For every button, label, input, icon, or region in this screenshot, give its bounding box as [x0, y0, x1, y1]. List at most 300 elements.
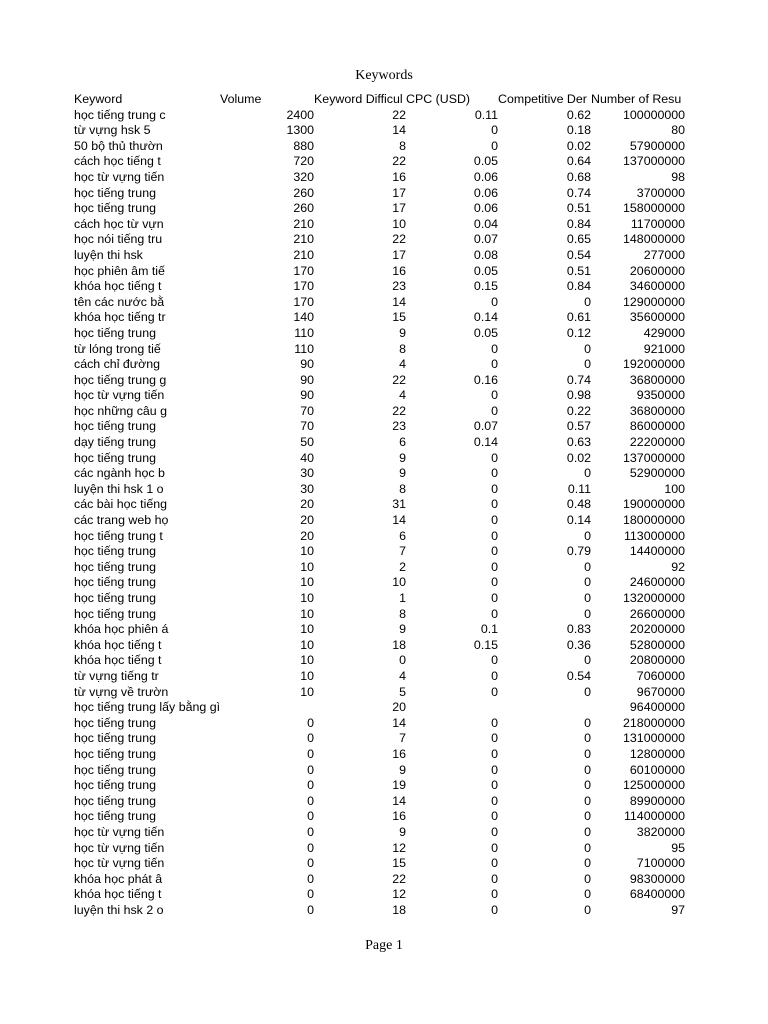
table-cell: 320: [293, 169, 315, 184]
table-row: [74, 419, 685, 435]
column-header: Keyword: [74, 92, 123, 106]
table-row: [74, 170, 685, 186]
table-cell: 0: [584, 466, 592, 481]
table-cell: 0: [584, 606, 592, 621]
table-cell: 3820000: [636, 824, 686, 839]
table-cell: từ vựng về trườn: [74, 684, 169, 699]
table-cell: 92: [671, 559, 686, 574]
table-cell: 0: [307, 840, 315, 855]
table-row: [74, 825, 685, 841]
table-cell: 96400000: [629, 700, 686, 715]
table-cell: 0.83: [566, 622, 592, 637]
table-cell: 16: [392, 809, 407, 824]
table-cell: 20: [300, 528, 315, 543]
table-cell: 0: [491, 731, 499, 746]
table-cell: 0: [307, 793, 315, 808]
table-cell: 0: [491, 591, 499, 605]
table-cell: học tiếng trung: [74, 809, 156, 824]
table-row: [74, 638, 685, 654]
table-cell: 20: [392, 700, 407, 715]
table-cell: 131000000: [623, 731, 686, 746]
table-cell: 137000000: [623, 154, 686, 169]
table-cell: 0: [491, 824, 499, 839]
table-cell: học tiếng trung: [74, 544, 156, 559]
table-row: [74, 248, 685, 264]
table-cell: 18: [392, 637, 407, 652]
table-row: [74, 123, 685, 139]
table-cell: 20800000: [629, 653, 686, 668]
table-cell: 70: [300, 419, 315, 434]
table-cell: 170: [293, 294, 315, 309]
table-cell: 86000000: [629, 419, 686, 434]
table-cell: 16: [392, 263, 407, 278]
table-cell: 0.07: [473, 419, 499, 434]
table-row: [74, 357, 685, 373]
table-cell: 0: [491, 341, 499, 356]
table-cell: khóa học phiên á: [74, 622, 169, 637]
table-cell: 0: [307, 856, 315, 871]
table-row: [74, 872, 685, 888]
table-cell: 0.54: [566, 668, 592, 683]
table-row: [74, 747, 685, 763]
table-cell: 880: [293, 138, 315, 153]
table-cell: 921000: [643, 341, 686, 356]
table-cell: 110: [294, 325, 315, 340]
table-cell: học tiếng trung: [74, 419, 156, 434]
table-row: [74, 513, 685, 529]
table-cell: 20600000: [629, 263, 686, 278]
table-cell: 125000000: [623, 778, 686, 793]
table-cell: các trang web họ: [74, 513, 169, 528]
table-cell: 9: [399, 325, 407, 340]
table-row: [74, 232, 685, 248]
table-cell: 0: [491, 513, 499, 528]
table-cell: 57900000: [629, 138, 686, 153]
table-cell: 7: [399, 731, 407, 746]
table-cell: 36800000: [629, 403, 686, 418]
table-cell: 0: [307, 824, 315, 839]
table-cell: 0: [491, 684, 499, 699]
table-cell: 0: [491, 793, 499, 808]
table-cell: 0: [491, 902, 499, 917]
table-cell: 22: [392, 403, 407, 418]
table-cell: 0: [307, 715, 315, 730]
table-row: [74, 342, 685, 358]
table-cell: 9: [399, 762, 407, 777]
table-cell: 0: [307, 731, 315, 746]
table-cell: 0: [491, 856, 499, 871]
table-cell: cách chỉ đường: [74, 357, 160, 372]
table-cell: 8: [399, 341, 407, 356]
table-cell: 90: [300, 388, 315, 403]
table-cell: 10: [300, 575, 315, 590]
table-cell: 210: [293, 247, 315, 262]
table-cell: 260: [293, 185, 315, 200]
table-cell: 210: [293, 232, 315, 247]
table-cell: 9: [399, 824, 407, 839]
table-cell: học nói tiếng tru: [74, 232, 163, 247]
table-cell: 0.48: [566, 497, 592, 512]
table-cell: 0: [584, 887, 592, 902]
table-cell: 0: [307, 746, 315, 761]
table-cell: 0.14: [473, 310, 499, 325]
table-cell: dạy tiếng trung: [74, 435, 156, 450]
table-cell: 0: [307, 809, 315, 824]
table-cell: 110: [294, 341, 315, 356]
table-cell: học tiếng trung t: [74, 528, 163, 543]
table-cell: học tiếng trung: [74, 559, 156, 574]
table-cell: 0.51: [566, 263, 592, 278]
table-row: [74, 466, 685, 482]
table-cell: 170: [293, 279, 315, 294]
table-cell: 89900000: [629, 793, 686, 808]
table-cell: 0: [491, 840, 499, 855]
table-row: [74, 607, 685, 623]
table-cell: 10: [300, 637, 315, 652]
table-cell: 0.1: [480, 622, 499, 637]
table-cell: 0: [491, 388, 499, 403]
table-cell: 23: [392, 279, 407, 294]
table-cell: học tiếng trung: [74, 762, 156, 777]
table-cell: học tiếng trung: [74, 778, 156, 793]
table-cell: 34600000: [629, 279, 686, 294]
table-cell: 7060000: [636, 668, 686, 683]
table-cell: 0: [584, 731, 592, 746]
table-cell: 0: [584, 840, 592, 855]
table-cell: 0: [584, 575, 592, 590]
table-cell: 170: [293, 263, 315, 278]
table-cell: 0: [491, 668, 499, 683]
table-cell: 10: [300, 544, 315, 559]
table-cell: 113000000: [623, 528, 686, 543]
table-cell: 158000000: [623, 201, 686, 216]
table-cell: 0.64: [566, 154, 592, 169]
table-cell: 9350000: [636, 388, 686, 403]
table-cell: 0.02: [566, 450, 592, 465]
table-row: [74, 685, 685, 701]
table-cell: 0: [584, 591, 592, 605]
table-cell: 35600000: [629, 310, 686, 325]
table-cell: 260: [293, 201, 315, 216]
table-cell: 0: [491, 746, 499, 761]
table-cell: 100: [664, 481, 686, 496]
table-row: [74, 856, 685, 872]
table-row: [74, 622, 685, 638]
table-cell: 0.05: [473, 263, 499, 278]
table-cell: học tiếng trung: [74, 715, 156, 730]
table-row: [74, 794, 685, 810]
table-cell: 0.07: [473, 232, 499, 247]
table-cell: 10: [300, 684, 315, 699]
table-cell: 9: [399, 450, 407, 465]
table-cell: 4: [399, 357, 407, 372]
table-row: [74, 154, 685, 170]
table-row: [74, 560, 685, 576]
table-cell: 0: [584, 294, 592, 309]
table-cell: 0: [491, 544, 499, 559]
table-cell: 0: [584, 762, 592, 777]
table-row: [74, 887, 685, 903]
table-cell: 1300: [286, 123, 315, 138]
table-cell: 0: [584, 902, 592, 917]
table-cell: 137000000: [623, 450, 686, 465]
table-cell: cách học từ vựn: [74, 216, 164, 231]
table-row: [74, 310, 685, 326]
table-cell: 31: [392, 497, 407, 512]
table-cell: 16: [392, 169, 407, 184]
table-cell: học những câu g: [74, 403, 168, 418]
table-cell: 0: [307, 887, 315, 902]
table-cell: 8: [399, 138, 407, 153]
table-cell: 97: [671, 902, 686, 917]
table-cell: 0.11: [474, 107, 499, 122]
table-row: [74, 763, 685, 779]
header-row: [74, 92, 685, 108]
table-cell: 0.54: [566, 247, 592, 262]
table-cell: 2400: [286, 107, 315, 122]
table-cell: 218000000: [623, 715, 686, 730]
table-cell: học tiếng trung: [74, 575, 156, 590]
table-cell: 0: [491, 871, 499, 886]
table-cell: 22: [392, 107, 407, 122]
table-cell: 22: [392, 372, 407, 387]
table-cell: học tiếng trung: [74, 450, 156, 465]
table-cell: 30: [300, 481, 315, 496]
table-cell: 4: [399, 668, 407, 683]
table-cell: học tiếng trung: [74, 201, 156, 216]
table-cell: 0: [307, 778, 315, 793]
table-row: [74, 482, 685, 498]
table-cell: 0: [491, 466, 499, 481]
table-cell: 0: [584, 341, 592, 356]
table-cell: 7100000: [636, 856, 686, 871]
table-cell: 68400000: [629, 887, 686, 902]
table-cell: 18: [392, 902, 407, 917]
column-header: Volume: [220, 92, 262, 106]
column-header: Keyword Difficul: [314, 92, 403, 106]
table-cell: học tiếng trung: [74, 591, 156, 605]
table-cell: 0.15: [473, 637, 499, 652]
table-cell: 0.05: [473, 325, 499, 340]
table-cell: 0.16: [473, 372, 499, 387]
table-cell: 0.06: [473, 169, 499, 184]
table-cell: 50 bộ thủ thườn: [74, 138, 163, 153]
table-cell: 0: [307, 762, 315, 777]
table-cell: [498, 700, 591, 716]
table-cell: 10: [392, 575, 407, 590]
table-cell: 14: [392, 294, 407, 309]
table-cell: 14: [392, 793, 407, 808]
table-cell: 0: [491, 138, 499, 153]
table-cell: 0: [491, 528, 499, 543]
table-cell: 0: [584, 778, 592, 793]
table-cell: 0.02: [566, 138, 592, 153]
table-cell: 23: [392, 419, 407, 434]
table-cell: 0: [584, 357, 592, 372]
table-cell: 180000000: [623, 513, 686, 528]
table-cell: 0.12: [566, 325, 592, 340]
table-cell: 30: [300, 466, 315, 481]
table-cell: 0: [491, 575, 499, 590]
table-cell: học tiếng trung lấy bằng gì: [74, 700, 221, 715]
table-cell: 22: [392, 154, 407, 169]
table-cell: luyện thi hsk 1 o: [74, 481, 164, 496]
table-cell: 3700000: [636, 185, 686, 200]
table-cell: 10: [300, 591, 315, 605]
table-row: [74, 139, 685, 155]
table-cell: 129000000: [623, 294, 686, 309]
table-cell: 0: [584, 824, 592, 839]
table-cell: 20: [300, 513, 315, 528]
table-cell: học từ vựng tiến: [74, 388, 165, 403]
table-cell: 0: [584, 528, 592, 543]
table-cell: 10: [300, 606, 315, 621]
table-cell: 0: [491, 606, 499, 621]
table-cell: 0.06: [473, 201, 499, 216]
table-cell: 0.57: [566, 419, 592, 434]
table-cell: học từ vựng tiến: [74, 169, 165, 184]
table-cell: 15: [392, 310, 407, 325]
table-cell: 14: [392, 123, 407, 138]
table-cell: 190000000: [623, 497, 686, 512]
table-cell: 0: [491, 778, 499, 793]
table-cell: 0.11: [567, 481, 592, 496]
table-cell: 12800000: [629, 746, 686, 761]
table-cell: 22: [392, 871, 407, 886]
table-cell: 0: [491, 887, 499, 902]
table-row: [74, 201, 685, 217]
table-cell: 0: [584, 856, 592, 871]
table-cell: học phiên âm tiế: [74, 263, 165, 278]
table-cell: 15: [392, 856, 407, 871]
table-cell: 9670000: [636, 684, 686, 699]
table-cell: 0.65: [566, 232, 592, 247]
table-cell: 0.36: [566, 637, 592, 652]
table-cell: học từ vựng tiến: [74, 824, 165, 839]
table-cell: 12: [392, 840, 407, 855]
table-cell: học từ vựng tiến: [74, 856, 165, 871]
table-cell: 0.14: [473, 435, 499, 450]
table-cell: 95: [671, 840, 686, 855]
table-cell: 60100000: [629, 762, 686, 777]
table-row: [74, 217, 685, 233]
table-cell: 90: [300, 357, 315, 372]
table-cell: 16: [392, 746, 407, 761]
table-cell: 14: [392, 715, 407, 730]
table-cell: 26600000: [629, 606, 686, 621]
column-header: Number of Resu: [591, 92, 682, 106]
table-cell: [220, 700, 314, 716]
table-row: [74, 326, 685, 342]
table-cell: 22: [392, 232, 407, 247]
table-cell: 0: [584, 653, 592, 668]
table-cell: 0.51: [566, 201, 592, 216]
table-cell: 0: [491, 357, 499, 372]
table-cell: 7: [399, 544, 407, 559]
table-cell: 0: [491, 715, 499, 730]
table-cell: 10: [392, 216, 407, 231]
table-cell: học tiếng trung: [74, 731, 156, 746]
table-cell: 10: [300, 559, 315, 574]
table-cell: 9: [399, 622, 407, 637]
table-row: [74, 435, 685, 451]
table-cell: 114000000: [623, 809, 686, 824]
table-cell: học tiếng trung: [74, 793, 156, 808]
table-cell: khóa học tiếng t: [74, 653, 162, 668]
table-cell: 98: [671, 169, 686, 184]
table-cell: 0.74: [566, 372, 592, 387]
table-cell: 0: [491, 497, 499, 512]
table-cell: các ngành học b: [74, 466, 165, 481]
column-header: CPC (USD): [406, 92, 471, 106]
table-cell: khóa học phát â: [74, 871, 163, 886]
table-cell: 17: [392, 201, 407, 216]
table-cell: 0: [584, 793, 592, 808]
table-cell: 5: [399, 684, 407, 699]
table-row: [74, 451, 685, 467]
table-cell: 0: [491, 450, 499, 465]
table-cell: 0.22: [566, 403, 592, 418]
table-cell: 80: [671, 123, 686, 138]
table-row: [74, 731, 685, 747]
table-cell: tên các nước bằ: [74, 294, 165, 309]
table-cell: 52900000: [629, 466, 686, 481]
table-cell: 11700000: [630, 216, 686, 231]
table-cell: [406, 700, 498, 716]
table-row: [74, 404, 685, 420]
table-cell: 192000000: [623, 357, 686, 372]
table-cell: 10: [300, 653, 315, 668]
table-cell: học tiếng trung g: [74, 372, 167, 387]
table-cell: từ vựng hsk 5: [74, 123, 151, 138]
table-cell: khóa học tiếng tr: [74, 310, 166, 325]
table-cell: 132000000: [623, 591, 686, 605]
table-row: [74, 497, 685, 513]
table-cell: 0: [491, 403, 499, 418]
table-row: [74, 653, 685, 669]
table-cell: 40: [300, 450, 315, 465]
sheet-title: Keywords: [355, 68, 413, 83]
table-cell: 9: [399, 466, 407, 481]
table-cell: khóa học tiếng t: [74, 887, 162, 902]
table-row: [74, 778, 685, 794]
table-cell: 8: [399, 481, 407, 496]
table-cell: 720: [293, 154, 315, 169]
table-cell: luyện thi hsk 2 o: [74, 902, 164, 917]
table-row: [74, 903, 685, 919]
table-row: [74, 669, 685, 685]
table-cell: học tiếng trung c: [74, 107, 166, 122]
table-cell: 0.61: [566, 310, 592, 325]
table-cell: 0: [584, 809, 592, 824]
table-cell: 0: [491, 123, 499, 138]
table-cell: 0.74: [566, 185, 592, 200]
table-cell: 148000000: [623, 232, 686, 247]
table-row: [74, 373, 685, 389]
table-cell: 22200000: [629, 435, 686, 450]
table-cell: luyện thi hsk: [74, 247, 143, 262]
column-header: Competitive Der: [498, 92, 587, 106]
table-cell: học tiếng trung: [74, 325, 156, 340]
table-cell: 0.18: [566, 123, 592, 138]
keywords-table: [74, 92, 685, 918]
table-cell: 0.15: [473, 279, 499, 294]
table-row: [74, 841, 685, 857]
table-cell: 70: [300, 403, 315, 418]
table-cell: 20200000: [629, 622, 686, 637]
table-cell: 17: [392, 247, 407, 262]
table-row: [74, 279, 685, 295]
